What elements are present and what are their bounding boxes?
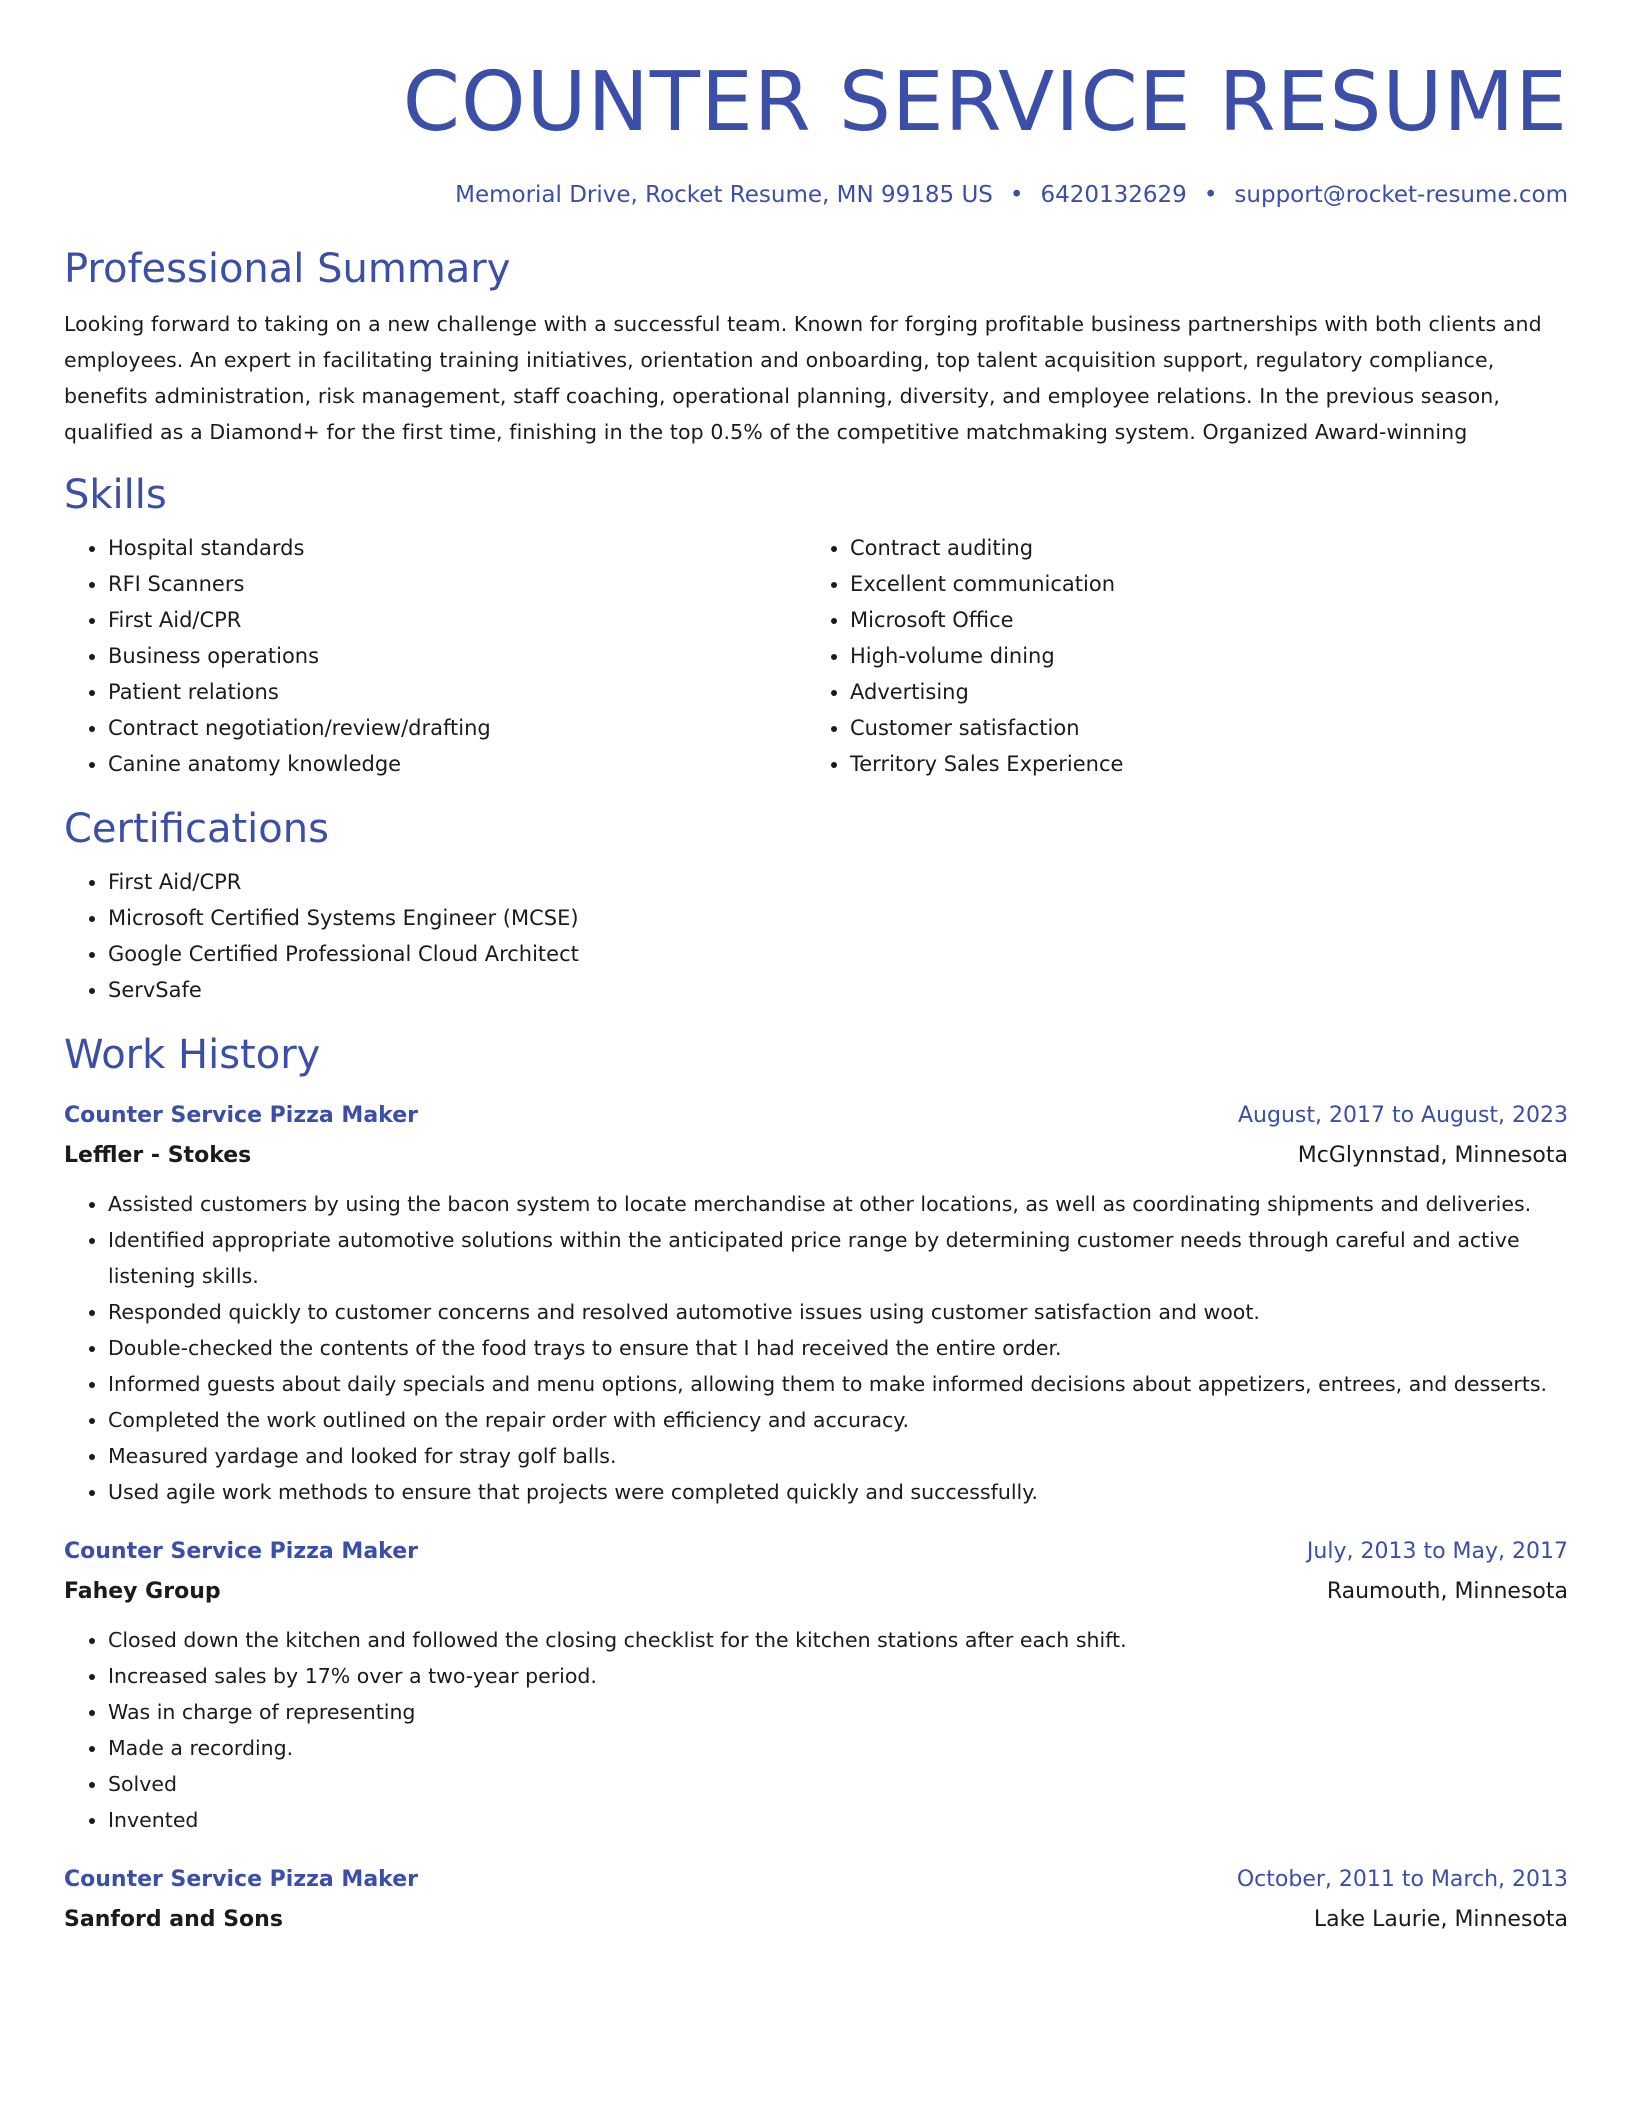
skill-item: • Territory Sales Experience — [850, 746, 1568, 782]
resume-title: COUNTER SERVICE RESUME — [402, 55, 1568, 150]
job-duties-list — [64, 1186, 1568, 1510]
skill-item: • Advertising — [850, 674, 1568, 710]
job-company: Fahey Group — [64, 1579, 221, 1604]
certifications-list — [64, 864, 1568, 1008]
job-duty: • Responded quickly to customer concerns and resolved automotive issues using customer satisfaction and woot. — [108, 1294, 1568, 1330]
job-duty: • Solved — [108, 1766, 1568, 1802]
job-duty: • Increased sales by 17% over a two-year period. — [108, 1658, 1568, 1694]
job-dates: October, 2011 to March, 2013 — [1236, 1867, 1568, 1892]
certification-item: • ServSafe — [108, 972, 1568, 1008]
contact-line — [64, 178, 1568, 212]
resume-page — [64, 0, 1568, 1938]
job-duty: • Double-checked the contents of the food trays to ensure that I had received the entire order. — [108, 1330, 1568, 1366]
job-header-row — [64, 1534, 1568, 1570]
job-duty: • Identified appropriate automotive solutions within the anticipated price range by determining customer needs through careful and active listening skills. — [108, 1222, 1568, 1294]
job-duty: • Invented — [108, 1802, 1568, 1838]
skill-item: • Contract auditing — [850, 530, 1568, 566]
job-duty: • Closed down the kitchen and followed the closing checklist for the kitchen stations after each shift. — [108, 1622, 1568, 1658]
skill-item: • Patient relations — [108, 674, 806, 710]
job-duty: • Informed guests about daily specials and menu options, allowing them to make informed decisions about appetizers, entrees, and desserts. — [108, 1366, 1568, 1402]
skill-item: • First Aid/CPR — [108, 602, 806, 638]
job-duty: • Was in charge of representing — [108, 1694, 1568, 1730]
job-duty: • Completed the work outlined on the repair order with efficiency and accuracy. — [108, 1402, 1568, 1438]
skill-item: • RFI Scanners — [108, 566, 806, 602]
skill-item: • Hospital standards — [108, 530, 806, 566]
contact-email[interactable]: support@rocket-resume.com — [1234, 182, 1568, 208]
certifications-heading: Certifications — [64, 806, 329, 852]
job-title: Counter Service Pizza Maker — [64, 1867, 418, 1892]
job-subheader-row — [64, 1898, 1568, 1938]
certification-item: • Microsoft Certified Systems Engineer (MCSE) — [108, 900, 1568, 936]
skill-item: • High-volume dining — [850, 638, 1568, 674]
skills-grid — [64, 530, 1568, 782]
job-header-row — [64, 1862, 1568, 1898]
job-duty: • Assisted customers by using the bacon system to locate merchandise at other locations, as well as coordinating shipments and deliveries. — [108, 1186, 1568, 1222]
skill-item: • Customer satisfaction — [850, 710, 1568, 746]
job-location: Raumouth, Minnesota — [1326, 1579, 1568, 1604]
work-history-heading: Work History — [64, 1032, 321, 1078]
skill-item: • Canine anatomy knowledge — [108, 746, 806, 782]
certification-item: • Google Certified Professional Cloud Architect — [108, 936, 1568, 972]
job-title: Counter Service Pizza Maker — [64, 1539, 418, 1564]
job-dates: August, 2017 to August, 2023 — [1238, 1103, 1568, 1128]
summary-heading: Professional Summary — [64, 246, 511, 292]
job-title: Counter Service Pizza Maker — [64, 1103, 418, 1128]
skill-item: • Microsoft Office — [850, 602, 1568, 638]
job-company: Leffler - Stokes — [64, 1143, 252, 1168]
contact-separator: • — [1203, 182, 1218, 208]
job-duty: • Used agile work methods to ensure that projects were completed quickly and successfully. — [108, 1474, 1568, 1510]
skills-list-left — [64, 530, 806, 782]
skill-item: • Business operations — [108, 638, 806, 674]
skill-item: • Excellent communication — [850, 566, 1568, 602]
contact-phone[interactable]: 6420132629 — [1040, 182, 1187, 208]
job-duty: • Measured yardage and looked for stray golf balls. — [108, 1438, 1568, 1474]
job-header-row — [64, 1098, 1568, 1134]
job-dates: July, 2013 to May, 2017 — [1306, 1539, 1568, 1564]
certification-item: • First Aid/CPR — [108, 864, 1568, 900]
job-subheader-row — [64, 1570, 1568, 1610]
job-duty: • Made a recording. — [108, 1730, 1568, 1766]
skill-item: • Contract negotiation/review/drafting — [108, 710, 806, 746]
skills-list-right — [806, 530, 1568, 782]
job-company: Sanford and Sons — [64, 1907, 283, 1932]
summary-text: Looking forward to taking on a new challenge with a successful team. Known for forging profitable business partnerships with both clients and employees. An expert in facilitating training initiatives, orientation and onboarding, top talent acquisition support, regulatory compliance, benefits administration, risk management, staff coaching, operational planning, diversity, and employee relations. In the previous season, qualified as a Diamond+ for the first time, finishing in the top 0.5% of the competitive matchmaking system. Organized Award-winning — [64, 312, 1542, 444]
job-duties-list — [64, 1622, 1568, 1838]
contact-address: Memorial Drive, Rocket Resume, MN 99185 US — [455, 182, 993, 208]
job-location: Lake Laurie, Minnesota — [1313, 1907, 1568, 1932]
job-location: McGlynnstad, Minnesota — [1297, 1143, 1568, 1168]
job-entry — [64, 1534, 1568, 1838]
contact-separator: • — [1009, 182, 1024, 208]
job-entry — [64, 1098, 1568, 1510]
skills-heading: Skills — [64, 472, 167, 518]
job-entry — [64, 1862, 1568, 1938]
job-subheader-row — [64, 1134, 1568, 1174]
